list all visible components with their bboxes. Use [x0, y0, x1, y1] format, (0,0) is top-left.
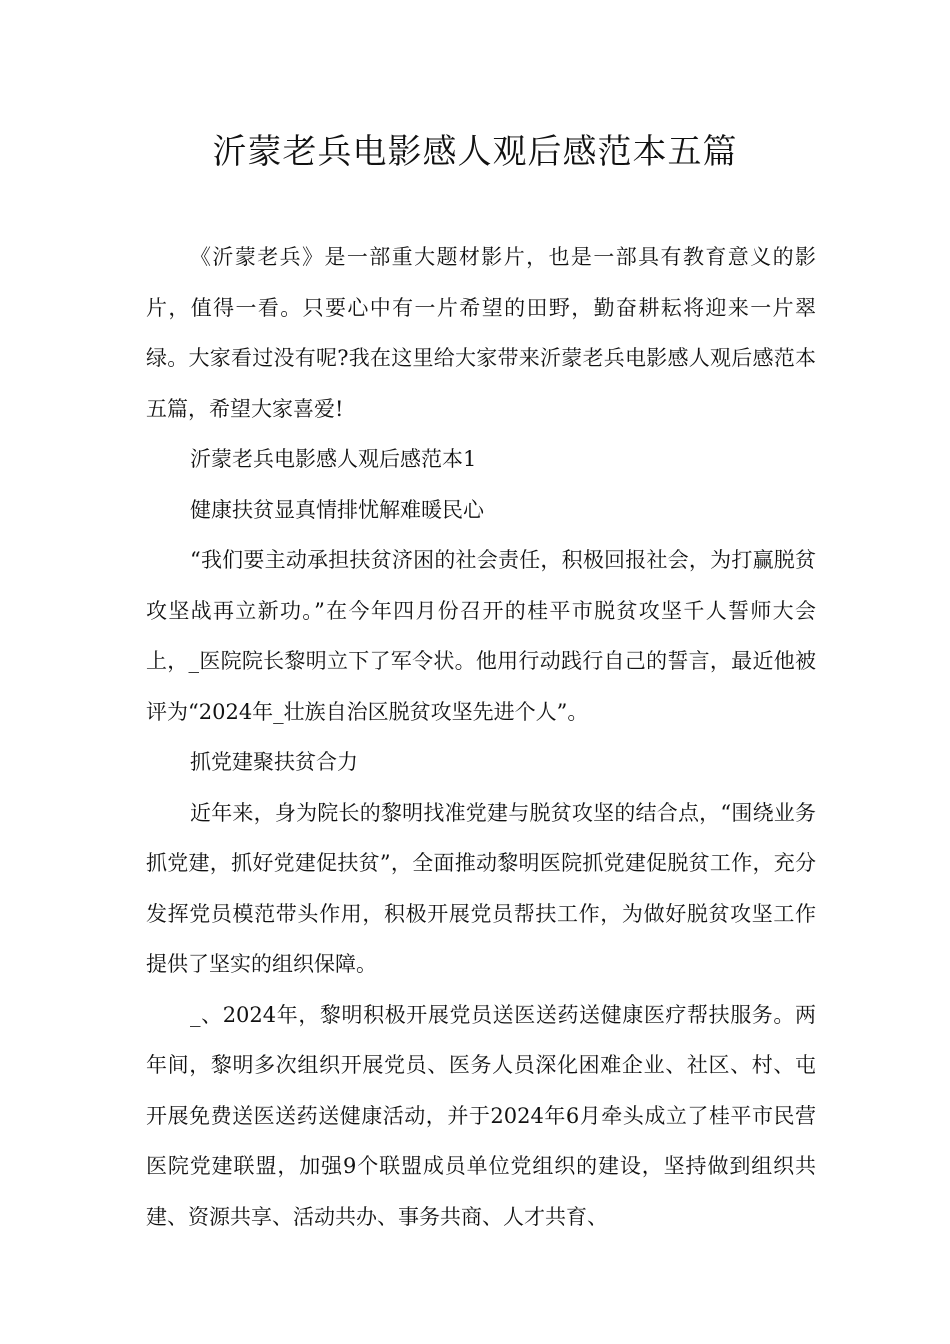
body-paragraph-1: “我们要主动承担扶贫济困的社会责任，积极回报社会，为打赢脱贫攻坚战再立新功。”在今年四月份召开的桂平市脱贫攻坚千人誓师大会上，_医院院长黎明立下了军令状。他用行动践行自己的誓言，最近他被评为“2024年_壮族自治区脱贫攻坚先进个人”。: [146, 548, 816, 724]
subheading-health-poverty: 健康扶贫显真情排忧解难暖民心: [190, 497, 484, 522]
document-title: 沂蒙老兵电影感人观后感范本五篇: [212, 132, 738, 172]
section-heading-1: 沂蒙老兵电影感人观后感范本1: [190, 447, 477, 471]
body-paragraph-2: 近年来，身为院长的黎明找准党建与脱贫攻坚的结合点，“围绕业务抓党建，抓好党建促扶贫”，全面推动黎明医院抓党建促脱贫工作，充分发挥党员模范带头作用，积极开展党员帮扶工作，为做好脱贫攻坚工作提供了坚实的组织保障。: [146, 800, 816, 976]
intro-paragraph: 《沂蒙老兵》是一部重大题材影片，也是一部具有教育意义的影片，值得一看。只要心中有一片希望的田野，勤奋耕耘将迎来一片翠绿。大家看过没有呢?我在这里给大家带来沂蒙老兵电影感人观后感范本五篇，希望大家喜爱!: [146, 245, 816, 421]
body-paragraph-3: _、2024年，黎明积极开展党员送医送药送健康医疗帮扶服务。两年间，黎明多次组织开展党员、医务人员深化困难企业、社区、村、屯开展免费送医送药送健康活动，并于2024年6月牵头成立了桂平市民营医院党建联盟，加强9个联盟成员单位党组织的建设，坚持做到组织共建、资源共享、活动共办、事务共商、人才共育、: [146, 1002, 816, 1229]
document-body: [146, 232, 816, 1242]
subheading-party-building: 抓党建聚扶贫合力: [190, 750, 358, 774]
